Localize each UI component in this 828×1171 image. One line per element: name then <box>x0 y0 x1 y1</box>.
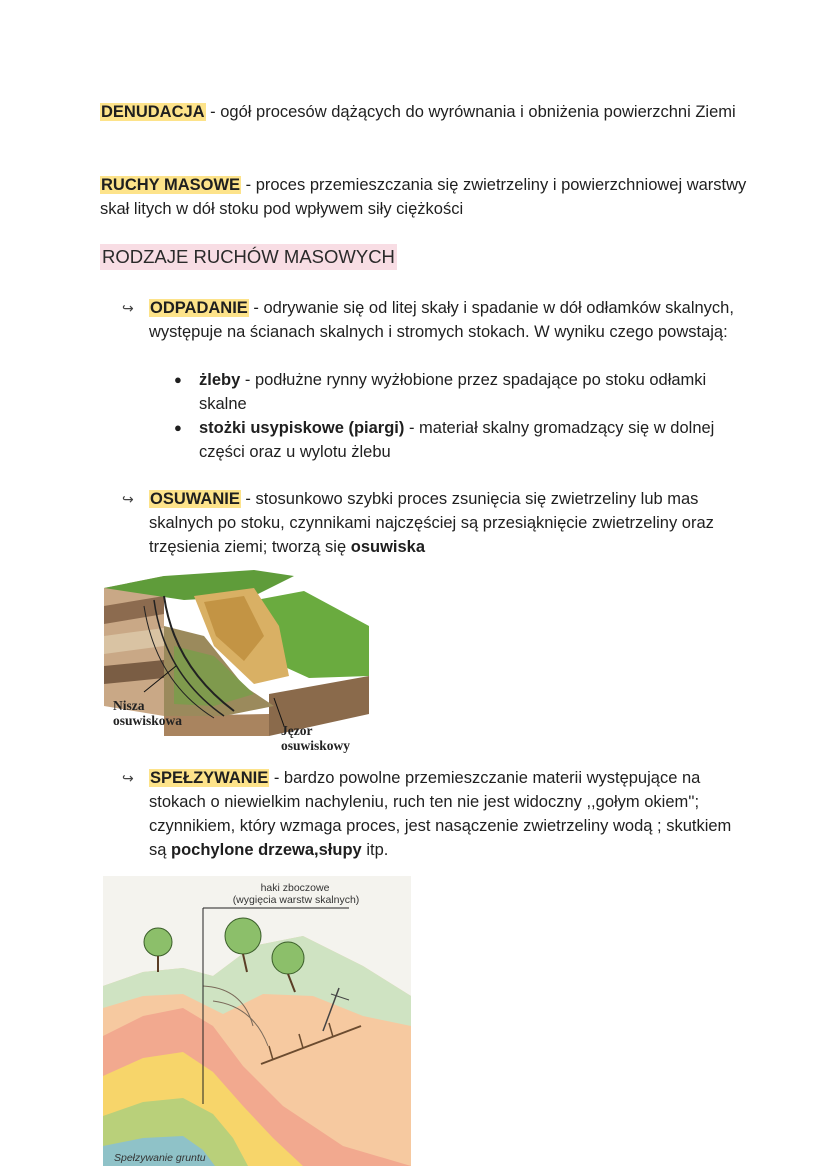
odpadanie-bullet-2 <box>199 416 729 464</box>
bullet-icon: ● <box>174 372 182 387</box>
bullet-term: żleby <box>199 371 241 389</box>
term-spelzywanie: SPEŁZYWANIE <box>150 769 269 787</box>
definition-spelzywanie: - bardzo powolne przemieszczanie materii występujące na stokach o niewielkim nachyleniu, ruch ten nie jest widoczny ,,gołym okiem''; czynnikiem, który wzmaga proces, jest nasączenie zwietrzeliny wodą ; skutkiem są <box>149 769 732 859</box>
label-nisza-osuwiskowa: Nisza osuwiskowa <box>113 698 183 728</box>
term-denudacja: DENUDACJA <box>101 103 205 121</box>
definition-ruchy-masowe: - proces przemieszczania się zwietrzeliny i powierzchniowej warstwy skał litych w dół stoku pod wpływem siły ciężkości <box>100 176 747 218</box>
label-wygiecia-warstw: (wygięcia warstw skalnych) <box>232 894 360 906</box>
caption-spelzywanie-gruntu: Spełzywanie gruntu <box>114 1152 206 1164</box>
soil-creep-diagram <box>103 876 411 1166</box>
bullet-term: stożki usypiskowe (piargi) <box>199 419 405 437</box>
definition-osuwanie: - stosunkowo szybki proces zsunięcia się zwietrzeliny lub mas skalnych po stoku, czynnikami najczęściej są przesiąknięcie zwietrzeliny oraz trzęsienia ziemi; tworzą się <box>149 490 714 556</box>
term-odpadanie: ODPADANIE <box>150 299 248 317</box>
arrow-icon: ↪ <box>122 491 134 507</box>
tail-spelzywanie: itp. <box>361 841 389 859</box>
bullet-icon: ● <box>174 420 182 435</box>
ruchy-masowe-paragraph <box>100 173 750 221</box>
odpadanie-item <box>149 296 739 344</box>
bold-osuwiska: osuwiska <box>350 538 426 556</box>
osuwanie-item <box>149 487 739 559</box>
arrow-icon: ↪ <box>122 770 134 786</box>
bullet-text: - podłużne rynny wyżłobione przez spadające po stoku odłamki skalne <box>199 371 707 413</box>
odpadanie-bullet-1 <box>199 368 729 416</box>
section-heading: RODZAJE RUCHÓW MASOWYCH <box>100 244 397 270</box>
denudacja-paragraph <box>100 100 740 124</box>
spelzywanie-item <box>149 766 739 862</box>
bold-pochylone: pochylone drzewa,słupy <box>171 841 362 859</box>
term-ruchy-masowe: RUCHY MASOWE <box>101 176 241 194</box>
term-osuwanie: OSUWANIE <box>150 490 240 508</box>
arrow-icon: ↪ <box>122 300 134 316</box>
label-jezor-osuwiskowy: Jęzor osuwiskowy <box>281 723 351 753</box>
definition-odpadanie: - odrywanie się od litej skały i spadanie w dół odłamków skalnych, występuje na ścianach skalnych i stromych stokach. W wyniku czego powstają: <box>149 299 734 341</box>
label-haki-zboczowe: haki zboczowe <box>260 882 330 894</box>
definition-denudacja: - ogół procesów dążących do wyrównania i obniżenia powierzchni Ziemi <box>205 103 736 121</box>
bullet-text: - materiał skalny gromadzący się w dolnej części oraz u wylotu żlebu <box>199 419 715 461</box>
